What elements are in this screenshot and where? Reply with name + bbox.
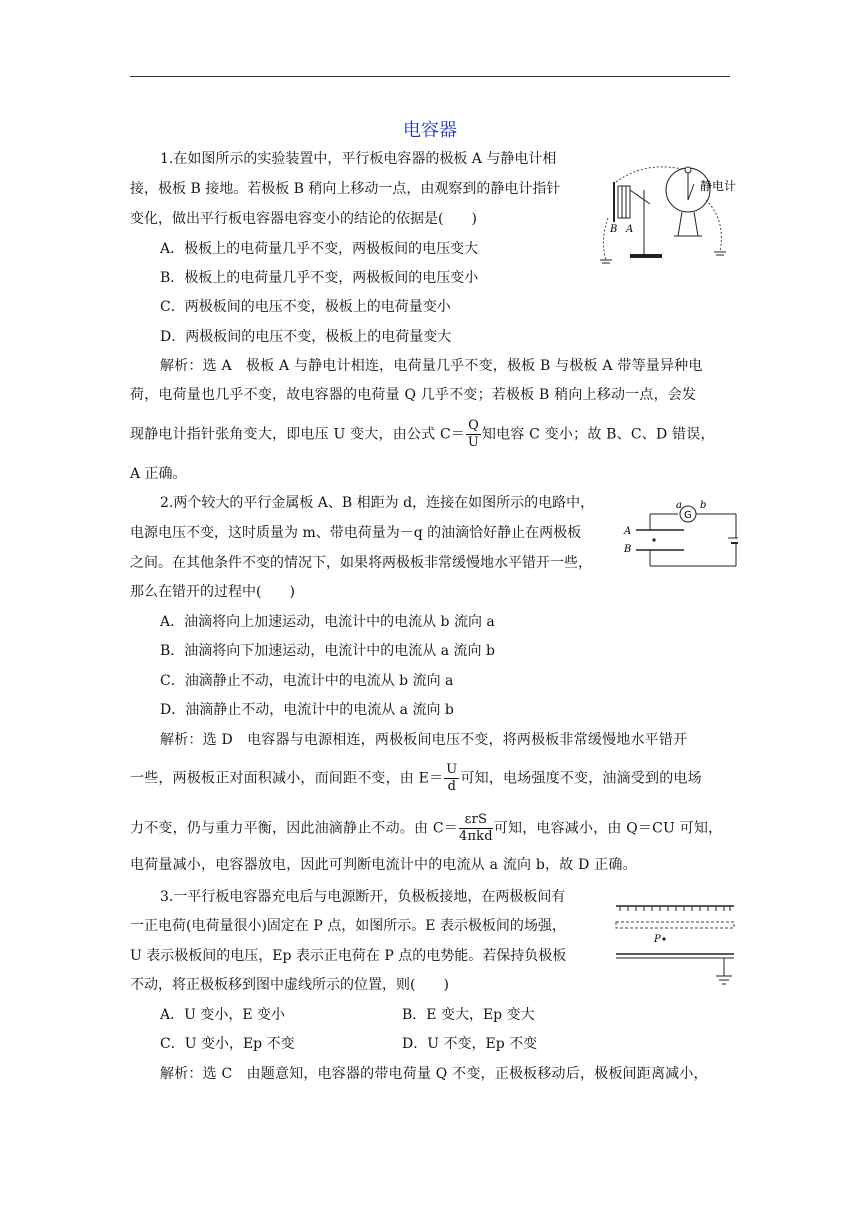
q3-capacitor-figure (610, 896, 740, 988)
q1-stem-line-2: 接，极板 B 接地。若极板 B 稍向上移动一点，由观察到的静电计指针 (130, 181, 561, 197)
q2-label-b: b (700, 500, 707, 511)
page-title: 电容器 (403, 120, 457, 141)
q3-option-d: D．U 不变，Ep 不变 (402, 1036, 538, 1052)
q1-solution-line-4: A 正确。 (130, 466, 187, 482)
q1-solution-line-3 (130, 418, 715, 451)
q2-plate-b: B (624, 544, 632, 555)
q1-electrometer-figure (596, 160, 736, 268)
header-rule (130, 76, 730, 77)
q1-option-c: C．两极板间的电压不变，极板上的电荷量变小 (160, 299, 451, 315)
q2-option-a: A．油滴将向上加速运动，电流计中的电流从 b 流向 a (160, 614, 495, 630)
q3-stem-line-2: 一正电荷(电荷量很小)固定在 P 点，如图所示。E 表示极板间的场强， (130, 918, 566, 934)
q2-stem-line-3: 之间。在其他条件不变的情况下，如果将两极板非常缓慢地水平错开一些， (130, 555, 592, 571)
q1-option-a: A．极板上的电荷量几乎不变，两极板间的电压变大 (160, 241, 479, 257)
q2-solution-line-1: 解析：选 D 电容器与电源相连，两极板间电压不变，将两极板非常缓慢地水平错开 (160, 732, 688, 748)
q3-stem-line-3: U 表示极板间的电压，Ep 表示正电荷在 P 点的电势能。若保持负极板 (130, 948, 567, 964)
q3-stem-line-1: 3.一平行板电容器充电后与电源断开，负极板接地，在两极板间有 (160, 889, 566, 905)
q2-capacitance-fraction (459, 812, 493, 845)
q1-solution-text-a: 现静电计指针张角变大，即电压 U 变大，由公式 C＝ (130, 426, 466, 443)
q3-option-c: C．U 变小，Ep 不变 (160, 1036, 295, 1052)
q2-stem-line-2: 电源电压不变，这时质量为 m、带电荷量为－q 的油滴恰好静止在两极板 (130, 525, 582, 541)
q1-solution-line-1: 解析：选 A 极板 A 与静电计相连，电荷量几乎不变，极板 B 与极板 A 带等量异种电 (160, 358, 703, 374)
q2-solution-text-c: 力不变，仍与重力平衡，因此油滴静止不动。由 C＝ (130, 820, 458, 837)
q2-solution-text-b: 可知，电场强度不变，油滴受到的电场 (460, 770, 702, 787)
q2-galvanometer-label: G (684, 510, 692, 521)
q2-solution-line-2 (130, 762, 702, 795)
q1-figure-label: 静电计 (700, 179, 736, 193)
q2-solution-line-4: 电荷量减小，电容器放电，因此可判断电流计中的电流从 a 流向 b，故 D 正确。 (130, 857, 637, 873)
q2-stem-line-4: 那么在错开的过程中( ) (130, 584, 295, 600)
q2-frac2-num: εrS (459, 812, 493, 829)
q1-option-b: B．极板上的电荷量几乎不变，两极板间的电压变小 (160, 270, 479, 286)
q1-plate-label-b: B (610, 224, 618, 235)
q2-solution-text-d: 可知，电容减小，由 Q＝CU 可知， (493, 820, 723, 837)
q2-field-fraction (444, 762, 459, 795)
q1-frac-den: U (467, 435, 480, 450)
q2-option-d: D．油滴静止不动，电流计中的电流从 a 流向 b (160, 702, 454, 718)
q2-stem-line-1: 2.两个较大的平行金属板 A、B 相距为 d，连接在如图所示的电路中， (160, 495, 595, 511)
q3-option-b: B．E 变大，Ep 变大 (402, 1007, 535, 1023)
q2-option-b: B．油滴将向下加速运动，电流计中的电流从 a 流向 b (160, 643, 495, 659)
q2-frac2-den: 4πkd (458, 829, 493, 844)
q1-stem-line-1: 1.在如图所示的实验装置中，平行板电容器的极板 A 与静电计相 (160, 151, 557, 167)
q3-stem-line-4: 不动，将正极板移到图中虚线所示的位置，则( ) (130, 977, 449, 993)
q2-label-a: a (676, 500, 682, 511)
q2-plate-a: A (624, 526, 632, 537)
q1-plate-label-a: A (626, 224, 634, 235)
q2-frac1-num: U (446, 762, 458, 777)
q2-solution-line-3 (130, 812, 722, 845)
q3-option-a: A．U 变小，E 变小 (160, 1007, 286, 1023)
q2-solution-text-a: 一些，两极板正对面积减小，而间距不变，由 E＝ (130, 770, 444, 787)
q1-option-d: D．两极板间的电压不变，极板上的电荷量变大 (160, 329, 452, 345)
q1-frac-num: Q (468, 418, 479, 433)
q1-formula-fraction (466, 418, 481, 451)
q1-solution-line-2: 荷，电荷量也几乎不变，故电容器的电荷量 Q 几乎不变；若极板 B 稍向上移动一点，会发 (130, 387, 697, 403)
q2-option-c: C．油滴静止不动，电流计中的电流从 b 流向 a (160, 673, 454, 689)
q3-solution-line-1: 解析：选 C 由题意知，电容器的带电荷量 Q 不变，正极板移动后，极板间距离减小， (160, 1066, 708, 1082)
q2-frac1-den: d (447, 779, 457, 794)
q3-point-label: P (654, 934, 661, 945)
q1-solution-text-b: 知电容 C 变小；故 B、C、D 错误， (481, 426, 715, 443)
q1-stem-line-3: 变化，做出平行板电容器电容变小的结论的依据是( ) (130, 211, 477, 227)
q2-circuit-figure (620, 494, 738, 576)
